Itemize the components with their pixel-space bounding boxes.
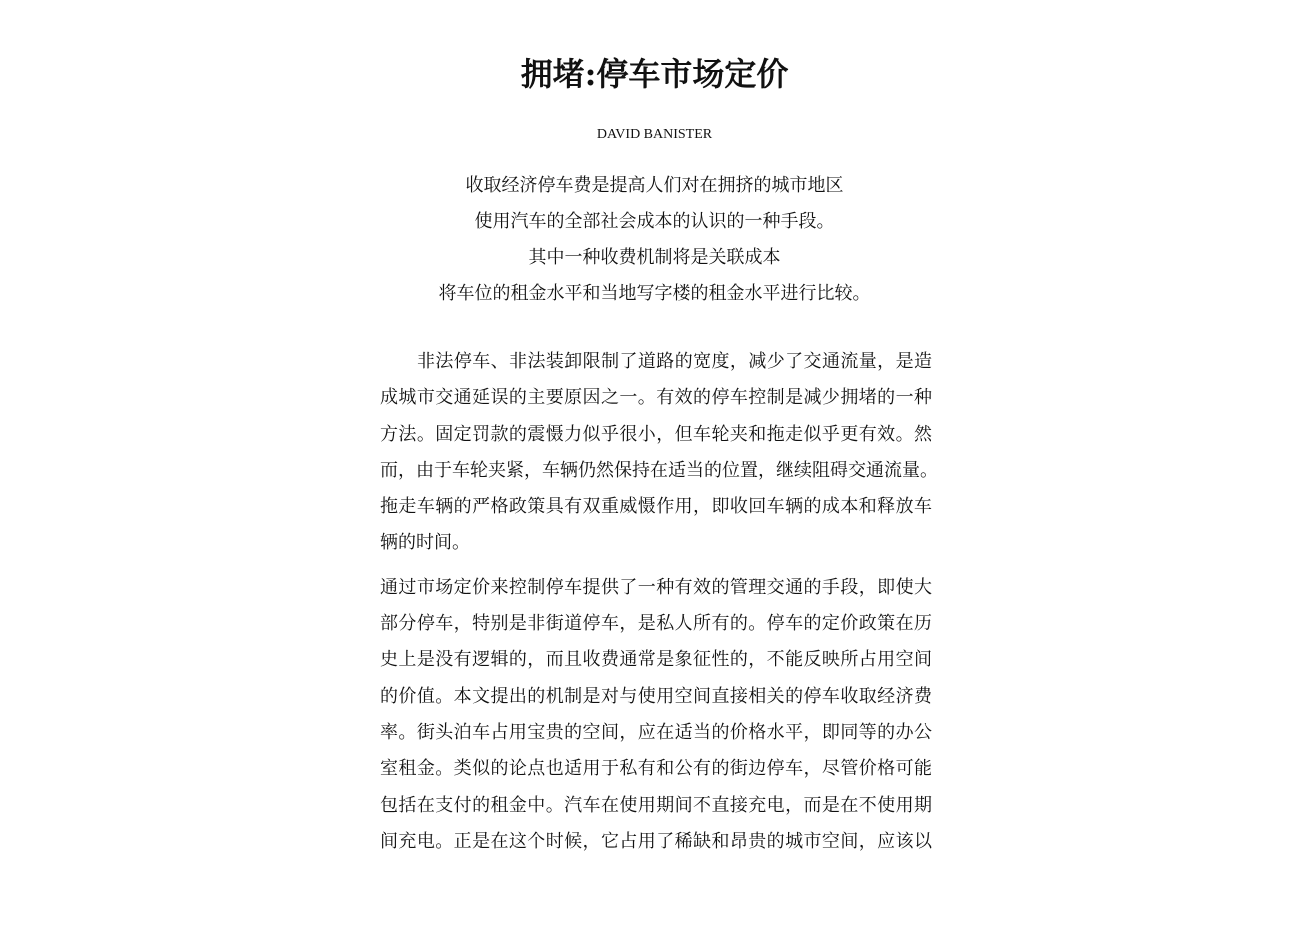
paragraph-line: 包括在支付的租金中。汽车在使用期间不直接充电，而是在不使用期	[380, 794, 932, 816]
paragraph-line: 间充电。正是在这个时候，它占用了稀缺和昂贵的城市空间，应该以	[380, 830, 932, 852]
paragraph-line: 成城市交通延误的主要原因之一。有效的停车控制是减少拥堵的一种	[380, 387, 932, 409]
author-name: DAVID BANISTER	[596, 127, 713, 142]
paragraph-line: 非法停车、非法装卸限制了道路的宽度，减少了交通流量，是造	[417, 351, 932, 372]
paragraph-line: 拖走车辆的严格政策具有双重威慑作用，即收回车辆的成本和释放车	[380, 496, 932, 518]
paragraph	[380, 344, 938, 562]
abstract-line: 收取经济停车费是提高人们对在拥挤的城市地区	[465, 175, 844, 196]
paragraph	[380, 570, 932, 860]
document-title: 拥堵:停车市场定价	[520, 55, 789, 93]
paragraph-line: 方法。固定罚款的震慑力似乎很小，但车轮夹和拖走似乎更有效。然	[380, 423, 932, 445]
abstract-line: 使用汽车的全部社会成本的认识的一种手段。	[474, 211, 835, 232]
paragraph-line: 史上是没有逻辑的，而且收费通常是象征性的，不能反映所占用空间	[380, 649, 932, 671]
paragraph-line: 率。街头泊车占用宝贵的空间，应在适当的价格水平，即同等的办公	[380, 721, 932, 743]
paragraph-line: 部分停车，特别是非街道停车，是私人所有的。停车的定价政策在历	[380, 613, 932, 635]
abstract	[0, 168, 1309, 312]
paragraph-line: 通过市场定价来控制停车提供了一种有效的管理交通的手段，即使大	[380, 576, 932, 598]
abstract-line: 其中一种收费机制将是关联成本	[528, 247, 781, 268]
paragraph-line: 的价值。本文提出的机制是对与使用空间直接相关的停车收取经济费	[380, 685, 932, 707]
paragraph-gap	[380, 562, 932, 570]
paragraph-line: 室租金。类似的论点也适用于私有和公有的街边停车，尽管价格可能	[380, 758, 932, 780]
body-text	[380, 344, 938, 860]
abstract-line: 将车位的租金水平和当地写字楼的租金水平进行比较。	[438, 283, 871, 304]
paragraph-line: 辆的时间。	[380, 532, 470, 554]
paragraph-line: 而，由于车轮夹紧，车辆仍然保持在适当的位置，继续阻碍交通流量。	[380, 459, 938, 481]
